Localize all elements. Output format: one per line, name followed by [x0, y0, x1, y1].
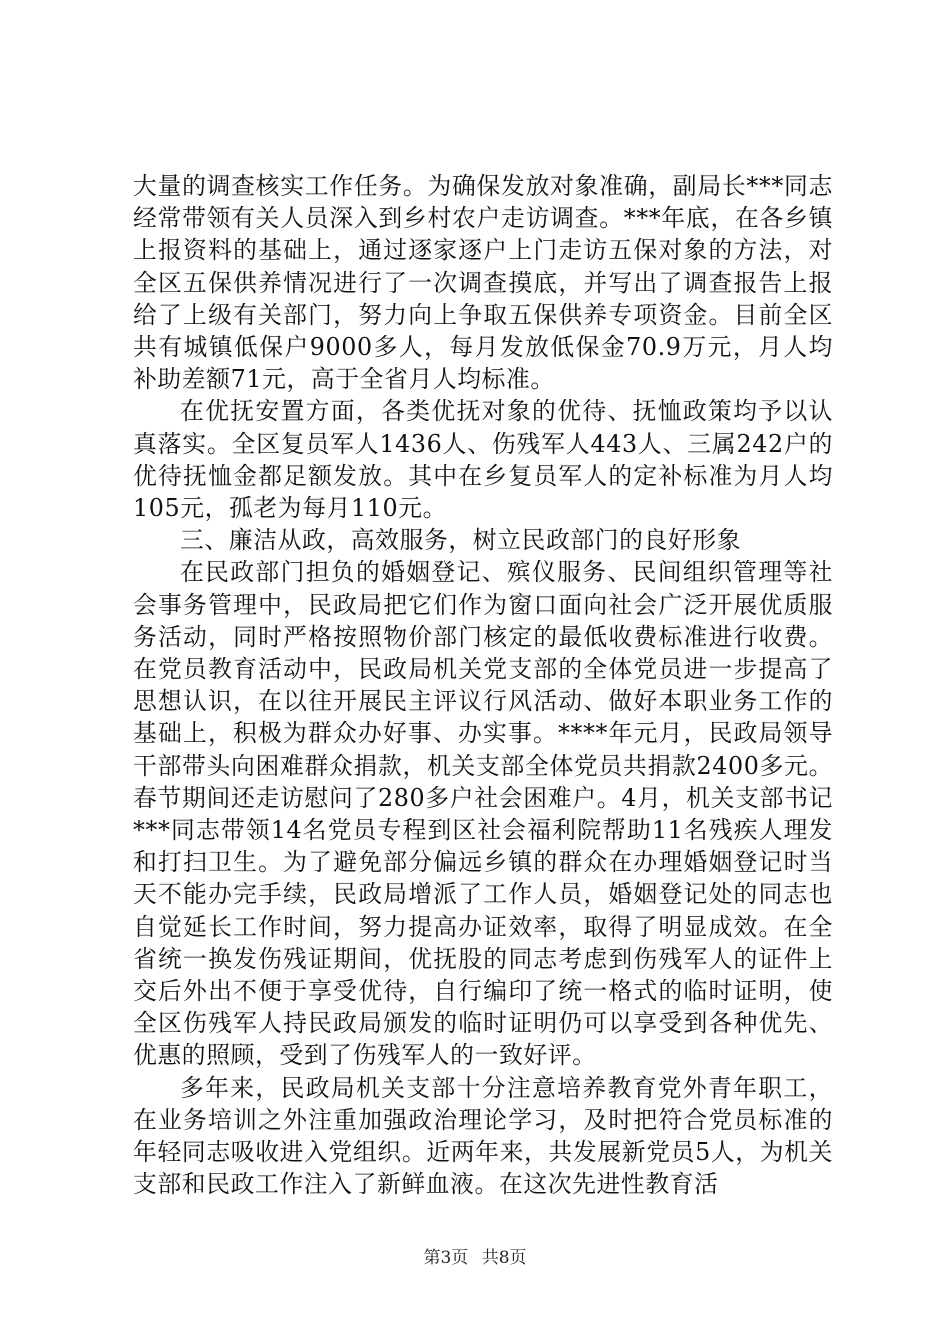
- page-total: 共8页: [481, 1248, 527, 1268]
- page-footer: [0, 1243, 950, 1268]
- paragraph-3: 在民政部门担负的婚姻登记、殡仪服务、民间组织管理等社会事务管理中，民政局把它们作为窗口面向社会广泛开展优质服务活动，同时严格按照物价部门核定的最低收费标准进行收费。在党员教育活动中，民政局机关党支部的全体党员进一步提高了思想认识，在以往开展民主评议行风活动、做好本职业务工作的基础上，积极为群众办好事、办实事。****年元月，民政局领导干部带头向困难群众捐款，机关支部全体党员共捐款2400多元。春节期间还走访慰问了280多户社会困难户。4月，机关支部书记***同志带领14名党员专程到区社会福利院帮助11名残疾人理发和打扫卫生。为了避免部分偏远乡镇的群众在办理婚姻登记时当天不能办完手续，民政局增派了工作人员，婚姻登记处的同志也自觉延长工作时间，努力提高办证效率，取得了明显成效。在全省统一换发伤残证期间，优抚股的同志考虑到伤残军人的证件上交后外出不便于享受优待，自行编印了统一格式的临时证明，使全区伤残军人持民政局颁发的临时证明仍可以享受到各种优先、优惠的照顾，受到了伤残军人的一致好评。: [133, 558, 833, 1070]
- paragraph-4: 多年来，民政局机关支部十分注意培养教育党外青年职工，在业务培训之外注重加强政治理论学习，及时把符合党员标准的年轻同志吸收进入党组织。近两年来，共发展新党员5人，为机关支部和民政工作注入了新鲜血液。在这次先进性教育活: [133, 1073, 833, 1199]
- page-number: 第3页: [423, 1248, 469, 1268]
- paragraph-2: 在优抚安置方面，各类优抚对象的优待、抚恤政策均予以认真落实。全区复员军人1436人、伤残军人443人、三属242户的优待抚恤金都足额发放。其中在乡复员军人的定补标准为月人均105元，孤老为每月110元。: [133, 397, 833, 523]
- section-heading: 三、廉洁从政，高效服务，树立民政部门的良好形象: [180, 526, 742, 555]
- document-body: [133, 170, 833, 1201]
- paragraph-1: 大量的调查核实工作任务。为确保发放对象准确，副局长***同志经常带领有关人员深入到乡村农户走访调查。***年底，在各乡镇上报资料的基础上，通过逐家逐户上门走访五保对象的方法，对全区五保供养情况进行了一次调查摸底，并写出了调查报告上报给了上级有关部门，努力向上争取五保供养专项资金。目前全区共有城镇低保户9000多人，每月发放低保金70.9万元，月人均补助差额71元，高于全省月人均标准。: [133, 172, 833, 394]
